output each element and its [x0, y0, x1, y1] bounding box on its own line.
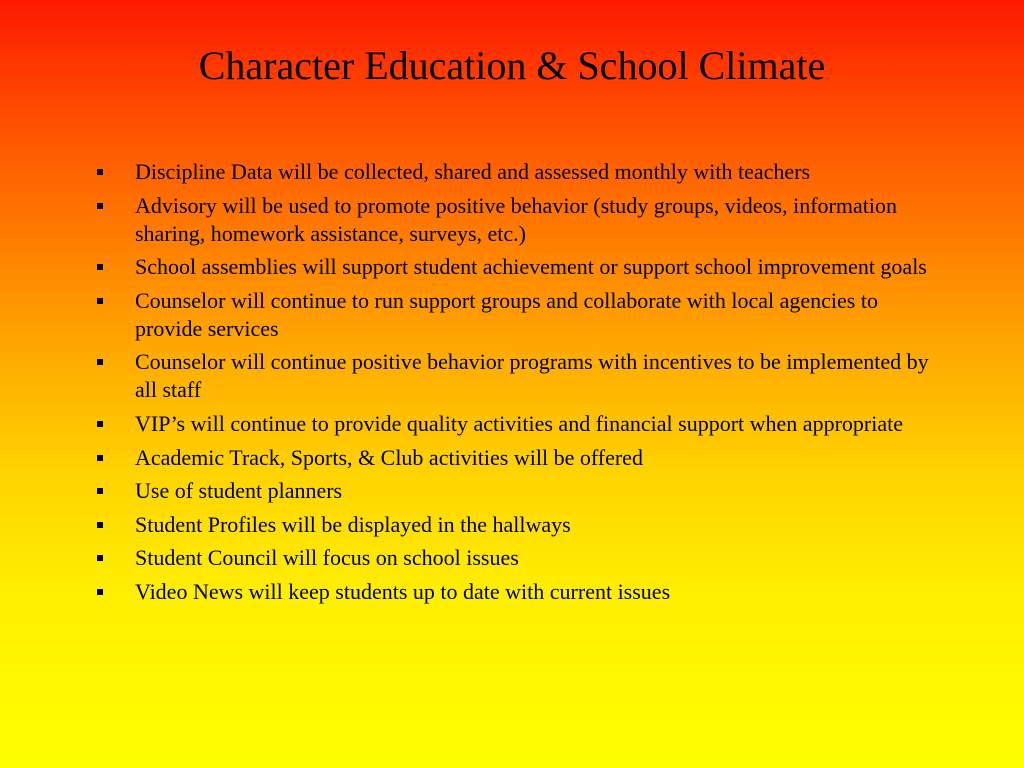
square-bullet-icon [97, 169, 103, 175]
bullet-text: Discipline Data will be collected, shared and assessed monthly with teachers [135, 159, 811, 184]
bullet-list [95, 158, 935, 612]
bullet-item-counselor-groups [95, 287, 935, 343]
bullet-item-vips [95, 410, 935, 438]
bullet-text: Academic Track, Sports, & Club activities will be offered [135, 444, 643, 470]
bullet-text: Student Profiles will be displayed in the hallways [135, 511, 571, 537]
bullet-text: Advisory will be used to promote positive behavior (study groups, videos, information sharing, homework assistance, surveys, etc.) [135, 192, 897, 246]
square-bullet-icon [97, 203, 103, 209]
bullet-item-advisory [95, 192, 935, 248]
bullet-item-planners [95, 477, 935, 505]
bullet-text: VIP’s will continue to provide quality activities and financial support when appropriate [135, 410, 903, 436]
square-bullet-icon [97, 455, 103, 461]
bullet-text: Counselor will continue to run support groups and collaborate with local agencies to provide services [135, 287, 878, 341]
bullet-text: Counselor will continue positive behavior programs with incentives to be implemented by all staff [135, 349, 929, 403]
square-bullet-icon [97, 488, 103, 494]
bullet-item-profiles [95, 511, 935, 539]
bullet-item-student-council [95, 544, 935, 572]
bullet-text: Student Council will focus on school issues [135, 545, 519, 571]
square-bullet-icon [97, 589, 103, 595]
square-bullet-icon [97, 421, 103, 427]
bullet-text: Use of student planners [135, 478, 343, 504]
bullet-item-discipline-data [95, 158, 935, 186]
square-bullet-icon [97, 298, 103, 304]
square-bullet-icon [97, 522, 103, 528]
slide-title: Character Education & School Climate [198, 43, 826, 88]
bullet-item-video-news [95, 578, 935, 606]
bullet-text: Video News will keep students up to date with current issues [135, 578, 671, 604]
square-bullet-icon [97, 264, 103, 270]
bullet-item-activities [95, 444, 935, 472]
bullet-item-counselor-programs [95, 348, 935, 404]
square-bullet-icon [97, 359, 103, 365]
square-bullet-icon [97, 555, 103, 561]
bullet-text: School assemblies will support student achievement or support school improvement goals [135, 254, 927, 280]
bullet-item-assemblies [95, 253, 935, 281]
